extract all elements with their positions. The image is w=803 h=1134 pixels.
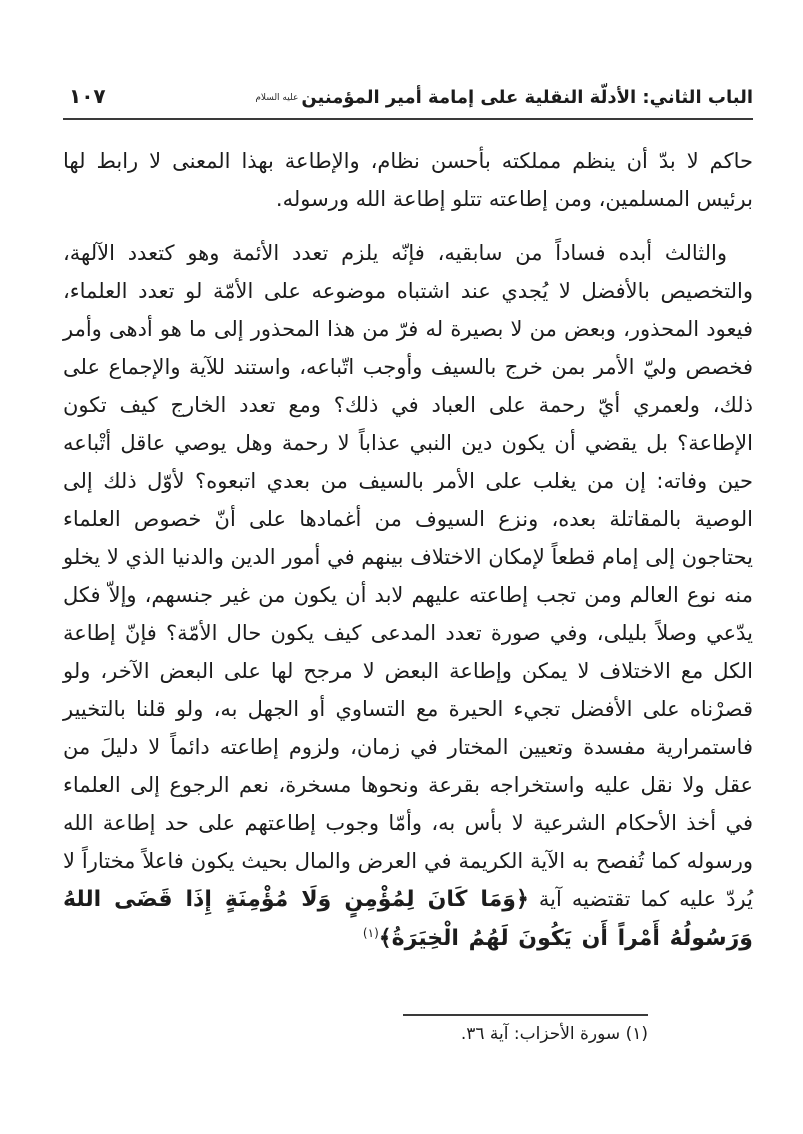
page-header (63, 84, 753, 108)
paragraph-continuation: حاكم لا بدّ أن ينظم مملكته بأحسن نظام، والإطاعة بهذا المعنى لا رابط لها برئيس المسلمين، ومن إطاعته تتلو إطاعة الله ورسوله. (63, 149, 753, 211)
page-number: ١٠٧ (69, 84, 106, 108)
paragraph-main (63, 234, 753, 958)
quran-verse: ﴿وَمَا كَانَ لِمُؤْمِنٍ وَلَا مُؤْمِنَةٍ إِذَا قَضَى اللهُ وَرَسُولُهُ أَمْراً أَن يَكُونَ لَهُمُ الْخِيَرَةُ﴾ (63, 887, 753, 951)
chapter-title (255, 87, 753, 108)
alayhi-salam-honorific: عليه السلام (255, 92, 299, 103)
page-body (63, 142, 753, 958)
paragraph-text: والثالث أبده فساداً من سابقيه، فإنّه يلزم تعدد الأئمة وهو كتعدد الآلهة، والتخصيص بالأفضل لا يُجدي عند اشتباه موضوعه على الأمّة لو تعدد العلماء، فيعود المحذور، وبعض من لا بصيرة له فرّ من هذا المحذور إلى ما هو أدهى وأمر فخصص وليّ الأمر بمن خرج بالسيف وأوجب اتّباعه، واستند للآية والإجماع على ذلك، ولعمري أيّ رحمة على العباد في ذلك؟ ومع تعدد الخارج كيف تكون الإطاعة؟ بل يقضي أن يكون دين النبي عذاباً لا رحمة وهل يوصي عاقل أتْباعه حين وفاته: إن من يغلب على الأمر بالسيف من بعدي اتبعوه؟ لأوّل ذلك إلى الوصية بالمقاتلة بعده، ونزع السيوف من أغمادها على أنّ خصوص العلماء يحتاجون إلى إمام قطعاً لإمكان الاختلاف بينهم في أمور الدين والدنيا الذي لا يخلو منه نوع العالم ومن تجب إطاعته عليهم لابد أن يكون من غير جنسهم، وإلاّ فكل يدّعي وصلاً بليلى، وفي صورة تعدد المدعى كيف يكون حال الأمّة؟ فإنّ إطاعة الكل مع الاختلاف لا يمكن وإطاعة البعض لا مرجح لها على البعض الآخر، ولو قصرْناه على الأفضل تجيء الحيرة مع التساوي أو الجهل به، ولو قلنا بالتخيير فاستمرارية مفسدة وتعيين المختار في زمان، ولزوم إطاعته دائماً لا دليلَ من عقل ولا نقل عليه واستخراجه بقرعة ونحوها مسخرة، نعم الرجوع إلى العلماء في أخذ الأحكام الشرعية لا بأس به، وأمّا وجوب إطاعتهم على حد إطاعة الله ورسوله كما تُفصح به الآية الكريمة في العرض والمال بحيث يكون فاعلاً مختاراً لا يُردّ عليه كما تقتضيه آية (63, 241, 753, 911)
footnote-area (403, 1014, 648, 1044)
chapter-title-text: الباب الثاني: الأدلّة النقلية على إمامة أمير المؤمنين (301, 87, 753, 108)
footnote-rule (403, 1014, 648, 1016)
header-rule (63, 118, 753, 120)
footnote-ref-marker: (١) (362, 926, 379, 940)
footnote-text: (١) سورة الأحزاب: آية ٣٦. (460, 1024, 648, 1044)
